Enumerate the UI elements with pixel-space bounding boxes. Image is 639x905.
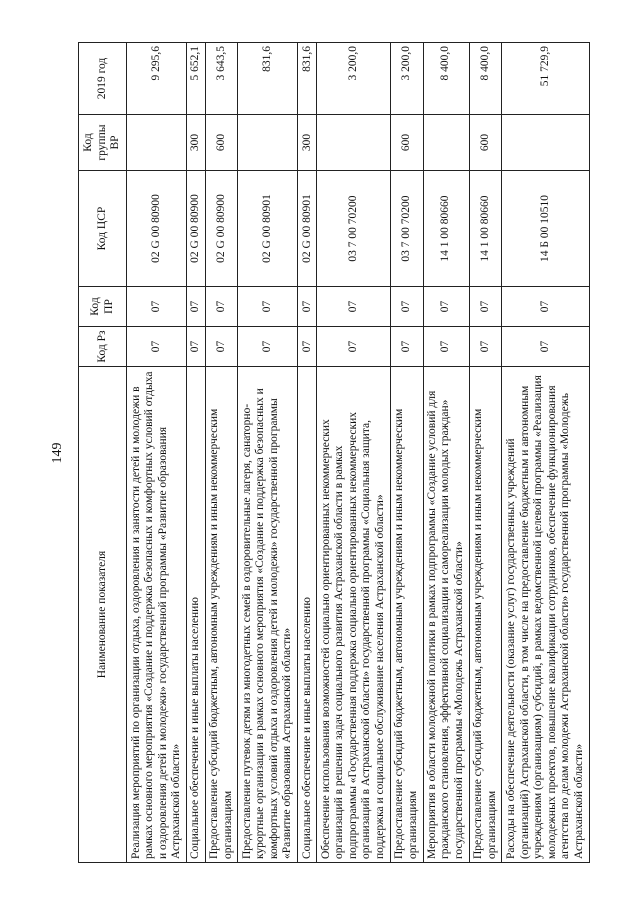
row-amount: 8 400,0 xyxy=(423,42,469,114)
table-row xyxy=(390,42,423,862)
row-csr: 02 G 00 80900 xyxy=(205,170,238,286)
row-rz: 07 xyxy=(237,326,297,366)
table-row xyxy=(316,42,390,862)
row-vr: 300 xyxy=(297,114,316,170)
table-row xyxy=(186,42,205,862)
row-pr: 07 xyxy=(390,286,423,326)
table-row xyxy=(205,42,238,862)
row-pr: 07 xyxy=(469,286,502,326)
row-csr: 02 G 00 80900 xyxy=(126,170,186,286)
row-pr: 07 xyxy=(237,286,297,326)
row-amount: 3 200,0 xyxy=(390,42,423,114)
row-vr xyxy=(316,114,390,170)
header-pr: Код ПР xyxy=(78,286,126,326)
row-pr: 07 xyxy=(423,286,469,326)
row-name: Предоставление путевок детям из многодетных семей в оздоровительные лагеря, санаторно-курортные организации в рамках основного мероприятия «Создание и поддержка безопасных и комфортных условий отдыха и оздоровления детей и молодежи» государственной программы «Развитие образования Астраханской области» xyxy=(237,366,297,862)
row-name: Предоставление субсидий бюджетным, автономным учреждениям и иным некоммерческим организациям xyxy=(390,366,423,862)
row-vr xyxy=(501,114,589,170)
row-amount: 831,6 xyxy=(237,42,297,114)
table-row xyxy=(126,42,186,862)
row-csr: 14 1 00 80660 xyxy=(423,170,469,286)
row-csr: 14 Б 00 10510 xyxy=(501,170,589,286)
row-rz: 07 xyxy=(469,326,502,366)
rotated-page xyxy=(50,43,590,863)
row-pr: 07 xyxy=(205,286,238,326)
row-rz: 07 xyxy=(390,326,423,366)
header-rz: Код Рз xyxy=(78,326,126,366)
page-number: 149 xyxy=(49,442,65,463)
row-csr: 02 G 00 80900 xyxy=(186,170,205,286)
row-amount: 3 643,5 xyxy=(205,42,238,114)
row-name: Предоставление субсидий бюджетным, автономным учреждениям и иным некоммерческим организациям xyxy=(469,366,502,862)
row-pr: 07 xyxy=(501,286,589,326)
row-amount: 8 400,0 xyxy=(469,42,502,114)
row-name: Мероприятия в области молодежной политики в рамках подпрограммы «Создание условий для гражданского становления, эффективной социализации и самореализации молодых граждан» государственной программы «Молодежь Астраханской области» xyxy=(423,366,469,862)
row-pr: 07 xyxy=(297,286,316,326)
row-name: Реализация мероприятий по организации отдыха, оздоровления и занятости детей и молодежи в рамках основного мероприятия «Создание и поддержка безопасных и комфортных условий отдыха и оздоровления детей и молодежи» государственной программы «Развитие образования Астраханской области» xyxy=(126,366,186,862)
row-rz: 07 xyxy=(297,326,316,366)
row-pr: 07 xyxy=(126,286,186,326)
row-rz: 07 xyxy=(423,326,469,366)
row-pr: 07 xyxy=(316,286,390,326)
row-amount: 5 652,1 xyxy=(186,42,205,114)
row-csr: 14 1 00 80660 xyxy=(469,170,502,286)
table-row xyxy=(469,42,502,862)
row-vr: 600 xyxy=(469,114,502,170)
row-vr xyxy=(423,114,469,170)
row-vr xyxy=(237,114,297,170)
row-name: Предоставление субсидий бюджетным, автономным учреждениям и иным некоммерческим организациям xyxy=(205,366,238,862)
row-rz: 07 xyxy=(126,326,186,366)
row-name: Социальное обеспечение и иные выплаты населению xyxy=(297,366,316,862)
row-rz: 07 xyxy=(186,326,205,366)
table-row xyxy=(423,42,469,862)
row-name: Социальное обеспечение и иные выплаты населению xyxy=(186,366,205,862)
table-row xyxy=(501,42,589,862)
row-amount: 831,6 xyxy=(297,42,316,114)
row-amount: 9 295,6 xyxy=(126,42,186,114)
row-name: Обеспечение использования возможностей социально ориентированных некоммерческих организаций в решении задач социального развития Астраханской области в рамках подпрограммы «Государственная поддержка социально ориентированных некоммерческих организаций в Астраханской области» государственной программы «Социальная защита, поддержка и социальное обслуживание населения Астраханской области» xyxy=(316,366,390,862)
row-rz: 07 xyxy=(316,326,390,366)
row-vr: 300 xyxy=(186,114,205,170)
table-row xyxy=(237,42,297,862)
budget-table xyxy=(78,42,590,863)
table-row xyxy=(297,42,316,862)
row-rz: 07 xyxy=(205,326,238,366)
row-amount: 3 200,0 xyxy=(316,42,390,114)
row-amount: 51 729,9 xyxy=(501,42,589,114)
row-csr: 03 7 00 70200 xyxy=(316,170,390,286)
row-csr: 02 G 00 80901 xyxy=(237,170,297,286)
row-vr: 600 xyxy=(390,114,423,170)
row-vr: 600 xyxy=(205,114,238,170)
row-rz: 07 xyxy=(501,326,589,366)
header-csr: Код ЦСР xyxy=(78,170,126,286)
header-vr: Код группы ВР xyxy=(78,114,126,170)
header-name: Наименование показателя xyxy=(78,366,126,862)
table-header-row xyxy=(78,42,126,862)
row-csr: 02 G 00 80901 xyxy=(297,170,316,286)
row-csr: 03 7 00 70200 xyxy=(390,170,423,286)
row-name: Расходы на обеспечение деятельности (оказание услуг) государственных учреждений (организаций) Астраханской области, в том числе на предоставление бюджетным и автономным учреждениям (организациям) субсидий, в рамках ведомственной целевой программы «Реализация молодежных проектов, повышение квалификации сотрудников, обеспечение функционирования агентства по делам молодежи Астраханской области» государственной программы «Молодежь Астраханской области» xyxy=(501,366,589,862)
header-year: 2019 год xyxy=(78,42,126,114)
row-vr xyxy=(126,114,186,170)
row-pr: 07 xyxy=(186,286,205,326)
